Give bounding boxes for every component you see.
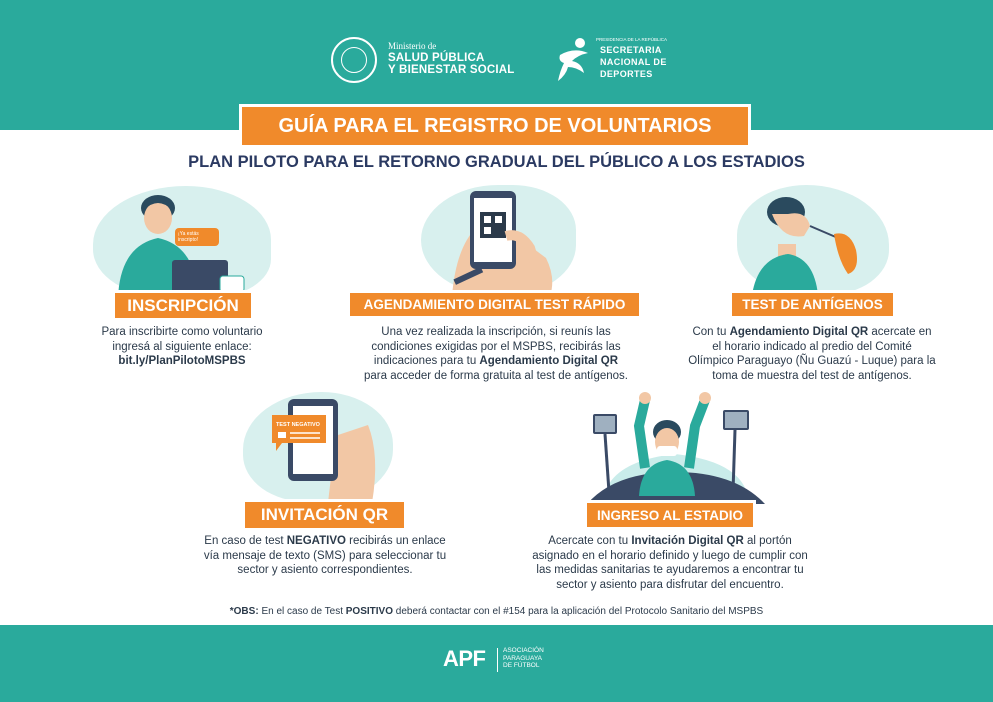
ingreso-text-line3: las medidas sanitarias te ayudaremos a encontrar tu [536,564,804,576]
ingreso-label: INGRESO AL ESTADIO [584,500,756,530]
apf-logo: APF [443,646,486,671]
inscripcion-bubble: ¡Ya estás inscripto! [175,228,219,246]
antigenos-text-line1c: acercate en [868,326,932,338]
apf-name-line3: DE FÚTBOL [503,662,540,669]
antigenos-illustration [748,190,878,295]
ingreso-text-line1 [518,534,822,549]
ministry-small-text: Ministerio de [388,41,437,51]
inscripcion-description [70,325,294,369]
agendamiento-text-line4: para acceder de forma gratuita al test de antígenos. [363,369,629,382]
antigenos-label: TEST DE ANTÍGENOS [729,290,896,319]
invitacion-illustration [268,395,388,503]
page-subtitle: PLAN PILOTO PARA EL RETORNO GRADUAL DEL PÚBLICO A LOS ESTADIOS [188,153,805,171]
agendamiento-description [335,325,657,383]
antigenos-text-line2: el horario indicado al predio del Comité [712,340,912,353]
ingreso-illustration [585,392,767,504]
agendamiento-text-line1: Una vez realizada la inscripción, si reunís las [381,326,611,338]
antigenos-emphasis: Agendamiento Digital QR [729,326,869,338]
inscripcion-link[interactable]: bit.ly/PlanPilotoMSPBS [118,355,246,367]
apf-separator [497,648,498,672]
invitacion-text-line1 [180,534,470,549]
agendamiento-illustration [446,188,576,296]
agendamiento-text-line2: condiciones exigidas por el MSPBS, recibirás las [371,340,621,353]
invitacion-label: INVITACIÓN QR [242,499,407,531]
apf-name-line2: PARAGUAYA [503,654,543,662]
ministry-seal-icon [331,37,377,83]
invitacion-text-line1c: recibirás un enlace [345,535,446,547]
obs-text-b: En el caso de Test [258,606,346,617]
agendamiento-text-line3 [335,354,657,369]
obs-text-d: deberá contactar con el #154 para la aplicación del Protocolo Sanitario del MSPBS [393,606,764,617]
antigenos-text-line1a: Con tu [692,326,730,338]
agendamiento-label: AGENDAMIENTO DIGITAL TEST RÁPIDO [347,290,642,319]
invitacion-bubble: TEST NEGATIVO [276,422,320,428]
snd-presidency-text: PRESIDENCIA DE LA REPÚBLICA [596,37,668,42]
inscripcion-text-line1: Para inscribirte como voluntario [101,326,263,338]
ministry-name-line1: SALUD PÚBLICA [388,52,485,64]
snd-runner-icon [554,37,594,83]
invitacion-text-line1a: En caso de test [204,535,287,547]
agendamiento-text-line3a: indicaciones para tu [373,355,480,367]
ingreso-text-line4: sector y asiento para disfrutar del encuentro. [556,578,784,591]
invitacion-text-line3: sector y asiento correspondientes. [237,564,413,576]
page-title-text: GUÍA PARA EL REGISTRO DE VOLUNTARIOS [278,114,712,137]
snd-line1: SECRETARIA [600,45,662,55]
obs-note [0,606,993,617]
ingreso-text-line1a: Acercate con tu [548,535,632,547]
inscripcion-label: INSCRIPCIÓN [112,290,254,321]
antigenos-text-line4: toma de muestra del test de antígenos. [712,369,912,382]
inscripcion-text-line2: ingresá al siguiente enlace: [112,340,252,353]
page-title [239,104,751,148]
agendamiento-emphasis: Agendamiento Digital QR [479,355,619,367]
ingreso-text-line1c: al portón [743,535,792,547]
antigenos-text-line1 [668,325,956,340]
antigenos-description [668,325,956,383]
ingreso-text-line2: asignado en el horario definido y luego de cumplir con [532,549,808,562]
snd-line3: DEPORTES [600,69,653,79]
ministry-name-line2: Y BIENESTAR SOCIAL [388,64,515,76]
snd-line2: NACIONAL DE [600,57,667,67]
apf-name [503,647,544,670]
apf-name-line1: ASOCIACIÓN [503,647,544,654]
invitacion-description [180,534,470,578]
antigenos-text-line3: Olímpico Paraguayo (Ñu Guazú - Luque) para la [688,355,936,367]
obs-emphasis: POSITIVO [345,606,393,617]
ingreso-emphasis: Invitación Digital QR [631,535,744,547]
invitacion-emphasis: NEGATIVO [286,535,346,547]
invitacion-text-line2: vía mensaje de texto (SMS) para seleccionar tu [203,549,447,562]
ingreso-description [518,534,822,592]
obs-prefix: *OBS: [229,606,259,617]
